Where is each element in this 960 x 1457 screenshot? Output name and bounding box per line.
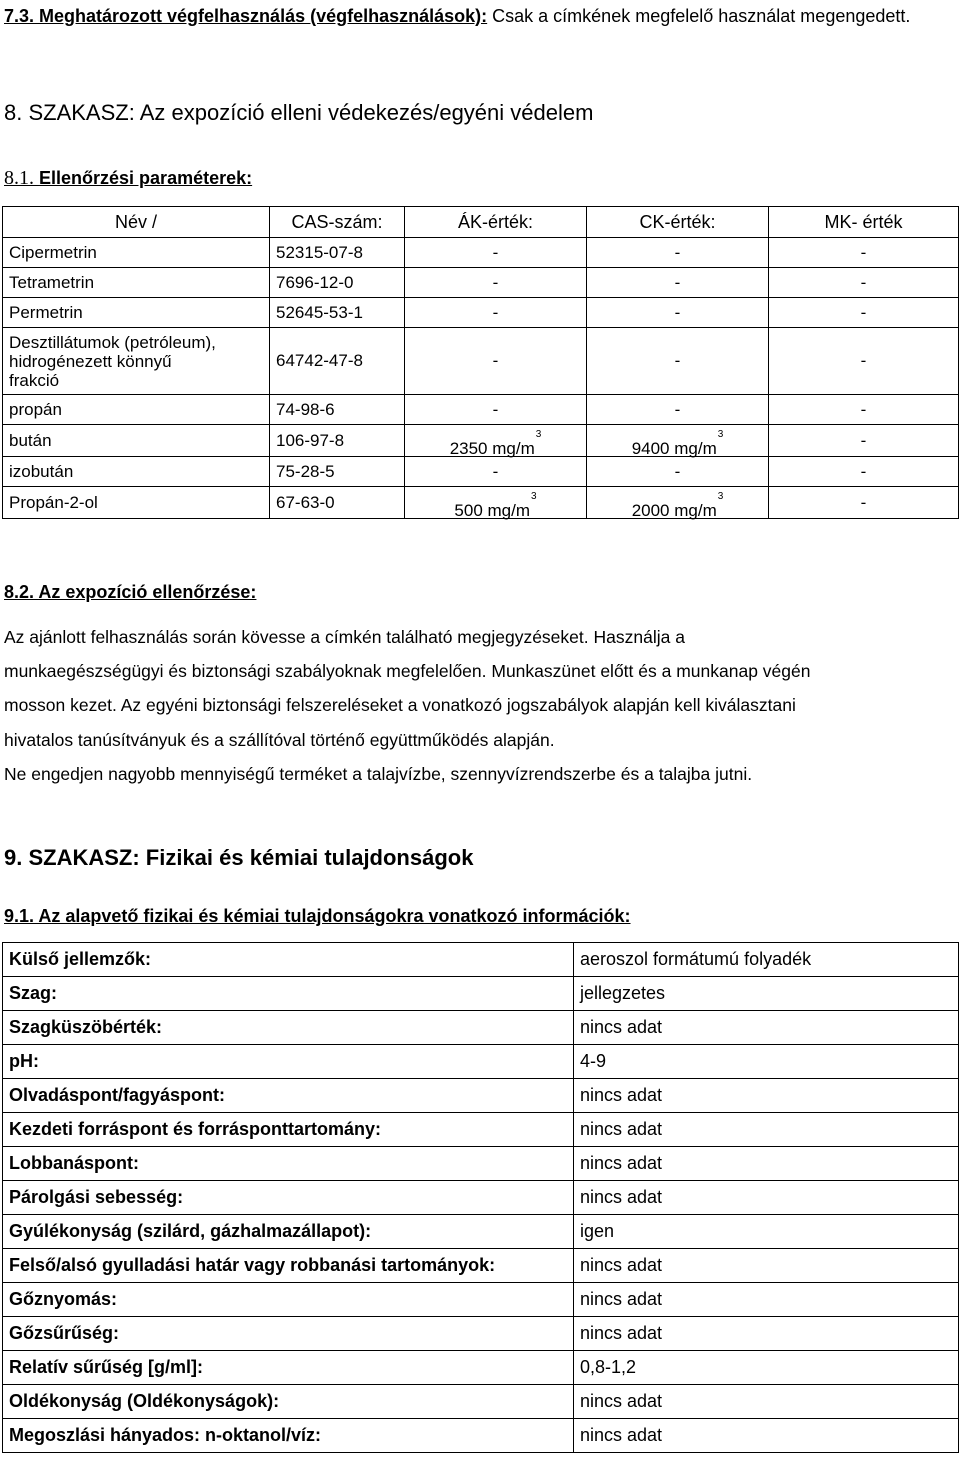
cell-name: Tetrametrin	[3, 268, 270, 298]
table-row	[3, 487, 959, 519]
cell-mk: -	[769, 238, 959, 268]
property-key: Oldékonyság (Oldékonyságok):	[3, 1385, 574, 1419]
paragraph-line: mosson kezet. Az egyéni biztonsági felszereléseket a vonatkozó jogszabályok alapján kell kiválasztani	[4, 695, 796, 716]
ck-value: 2000 mg/m	[631, 500, 717, 520]
section-8-2-paragraph	[4, 620, 949, 791]
section-8-2-heading: 8.2. Az expozíció ellenőrzése:	[4, 582, 257, 602]
property-key: Olvadáspont/fagyáspont:	[3, 1079, 574, 1113]
header-name: Név /	[3, 207, 270, 238]
section-9-heading: 9. SZAKASZ: Fizikai és kémiai tulajdonságok	[4, 845, 474, 870]
property-key: Szag:	[3, 977, 574, 1011]
table-row	[3, 1079, 959, 1113]
ck-value: 9400 mg/m	[631, 438, 717, 458]
cell-ck: -	[587, 298, 769, 328]
section-7-3	[4, 0, 954, 33]
property-key: Megoszlási hányados: n-oktanol/víz:	[3, 1419, 574, 1453]
property-key: Párolgási sebesség:	[3, 1181, 574, 1215]
cell-name-line: hidrogénezett könnyű	[9, 351, 172, 371]
cell-name: Propán-2-ol	[3, 487, 270, 519]
cube-superscript: 3	[531, 490, 537, 502]
property-key: Relatív sűrűség [g/ml]:	[3, 1351, 574, 1385]
cell-mk: -	[769, 457, 959, 487]
property-value: nincs adat	[574, 1011, 959, 1045]
cell-name	[3, 328, 270, 395]
cell-ck	[587, 425, 769, 457]
ak-value: 500 mg/m	[454, 500, 531, 520]
cell-name: Permetrin	[3, 298, 270, 328]
cell-ak: -	[405, 457, 587, 487]
table-row	[3, 1147, 959, 1181]
cell-cas: 74-98-6	[270, 395, 405, 425]
cell-cas: 64742-47-8	[270, 328, 405, 395]
section-9-1-heading: 9.1. Az alapvető fizikai és kémiai tulajdonságokra vonatkozó információk:	[4, 906, 631, 926]
property-key: Lobbanáspont:	[3, 1147, 574, 1181]
table-row	[3, 268, 959, 298]
cell-ak: -	[405, 298, 587, 328]
property-key: Kezdeti forráspont és forrásponttartomány:	[3, 1113, 574, 1147]
cell-name-line: Desztillátumok (petróleum),	[9, 332, 216, 352]
cell-name: bután	[3, 425, 270, 457]
cell-mk: -	[769, 328, 959, 395]
property-value: aeroszol formátumú folyadék	[574, 943, 959, 977]
cell-mk: -	[769, 395, 959, 425]
cube-superscript: 3	[717, 428, 724, 440]
cube-superscript: 3	[717, 490, 724, 502]
property-value: nincs adat	[574, 1147, 959, 1181]
cell-ak: -	[405, 328, 587, 395]
cell-name-line: frakció	[9, 370, 60, 390]
cell-mk: -	[769, 298, 959, 328]
cell-ck: -	[587, 395, 769, 425]
cell-ck: -	[587, 268, 769, 298]
section-8-heading: 8. SZAKASZ: Az expozíció elleni védekezés/egyéni védelem	[4, 100, 594, 125]
paragraph-line: munkaegészségügyi és biztonsági szabályoknak megfelelően. Munkaszünet előtt és a munkanap végén	[4, 661, 811, 682]
table-row	[3, 1113, 959, 1147]
cell-cas: 52315-07-8	[270, 238, 405, 268]
cell-mk: -	[769, 268, 959, 298]
property-key: Felső/alsó gyulladási határ vagy robbanási tartományok:	[3, 1249, 574, 1283]
cell-ck: -	[587, 238, 769, 268]
table-row	[3, 1351, 959, 1385]
paragraph-line: Az ajánlott felhasználás során kövesse a címkén található megjegyzéseket. Használja a	[4, 627, 685, 647]
ak-value: 2350 mg/m	[449, 438, 535, 458]
property-value: nincs adat	[574, 1113, 959, 1147]
property-value: igen	[574, 1215, 959, 1249]
exposure-limits-table	[2, 206, 959, 519]
property-value: nincs adat	[574, 1419, 959, 1453]
paragraph-line: hivatalos tanúsítványuk és a szállítóval történő együttműködés alapján.	[4, 729, 555, 750]
property-key: Külső jellemzők:	[3, 943, 574, 977]
header-ck: CK-érték:	[587, 207, 769, 238]
cell-cas: 75-28-5	[270, 457, 405, 487]
cell-name: propán	[3, 395, 270, 425]
property-key: Gőzsűrűség:	[3, 1317, 574, 1351]
section-8-1-title: Ellenőrzési paraméterek:	[39, 168, 253, 188]
table-row	[3, 1215, 959, 1249]
cell-ak: -	[405, 395, 587, 425]
property-key: Szagküszöbérték:	[3, 1011, 574, 1045]
cell-mk: -	[769, 425, 959, 457]
property-value: nincs adat	[574, 1249, 959, 1283]
header-ak: ÁK-érték:	[405, 207, 587, 238]
section-7-3-title: 7.3. Meghatározott végfelhasználás (végfelhasználások):	[4, 6, 488, 26]
section-8-1-heading	[4, 167, 252, 190]
cell-cas: 67-63-0	[270, 487, 405, 519]
table-row	[3, 1283, 959, 1317]
table-row	[3, 425, 959, 457]
property-value: 4-9	[574, 1045, 959, 1079]
table-row	[3, 457, 959, 487]
table-row	[3, 1419, 959, 1453]
table-row	[3, 977, 959, 1011]
header-cas: CAS-szám:	[270, 207, 405, 238]
property-value: nincs adat	[574, 1283, 959, 1317]
property-value: nincs adat	[574, 1317, 959, 1351]
table-header-row	[3, 207, 959, 238]
cell-name: izobután	[3, 457, 270, 487]
section-7-3-text: Csak a címkének megfelelő használat megengedett.	[487, 6, 911, 26]
cell-ak: -	[405, 238, 587, 268]
paragraph-line: Ne engedjen nagyobb mennyiségű terméket a talajvízbe, szennyvízrendszerbe és a talajba jutni.	[4, 763, 753, 784]
header-mk: MK- érték	[769, 207, 959, 238]
section-8-1-number: 8.1.	[4, 167, 34, 189]
property-value: nincs adat	[574, 1181, 959, 1215]
table-row	[3, 1045, 959, 1079]
table-row	[3, 238, 959, 268]
property-key: Gyúlékonyság (szilárd, gázhalmazállapot):	[3, 1215, 574, 1249]
property-key: pH:	[3, 1045, 574, 1079]
cell-ck: -	[587, 457, 769, 487]
table-row	[3, 328, 959, 395]
property-value: nincs adat	[574, 1385, 959, 1419]
table-row	[3, 1249, 959, 1283]
cube-superscript: 3	[535, 428, 542, 440]
table-row	[3, 1317, 959, 1351]
table-row	[3, 1385, 959, 1419]
cell-name: Cipermetrin	[3, 238, 270, 268]
properties-table	[2, 942, 959, 1453]
cell-mk: -	[769, 487, 959, 519]
cell-ak	[405, 425, 587, 457]
cell-ak	[405, 487, 587, 519]
table-row	[3, 395, 959, 425]
cell-ck	[587, 487, 769, 519]
cell-cas: 7696-12-0	[270, 268, 405, 298]
cell-ck: -	[587, 328, 769, 395]
property-value: jellegzetes	[574, 977, 959, 1011]
property-key: Gőznyomás:	[3, 1283, 574, 1317]
table-row	[3, 1181, 959, 1215]
cell-cas: 106-97-8	[270, 425, 405, 457]
cell-ak: -	[405, 268, 587, 298]
table-row	[3, 298, 959, 328]
cell-cas: 52645-53-1	[270, 298, 405, 328]
property-value: nincs adat	[574, 1079, 959, 1113]
table-row	[3, 943, 959, 977]
property-value: 0,8-1,2	[574, 1351, 959, 1385]
table-row	[3, 1011, 959, 1045]
